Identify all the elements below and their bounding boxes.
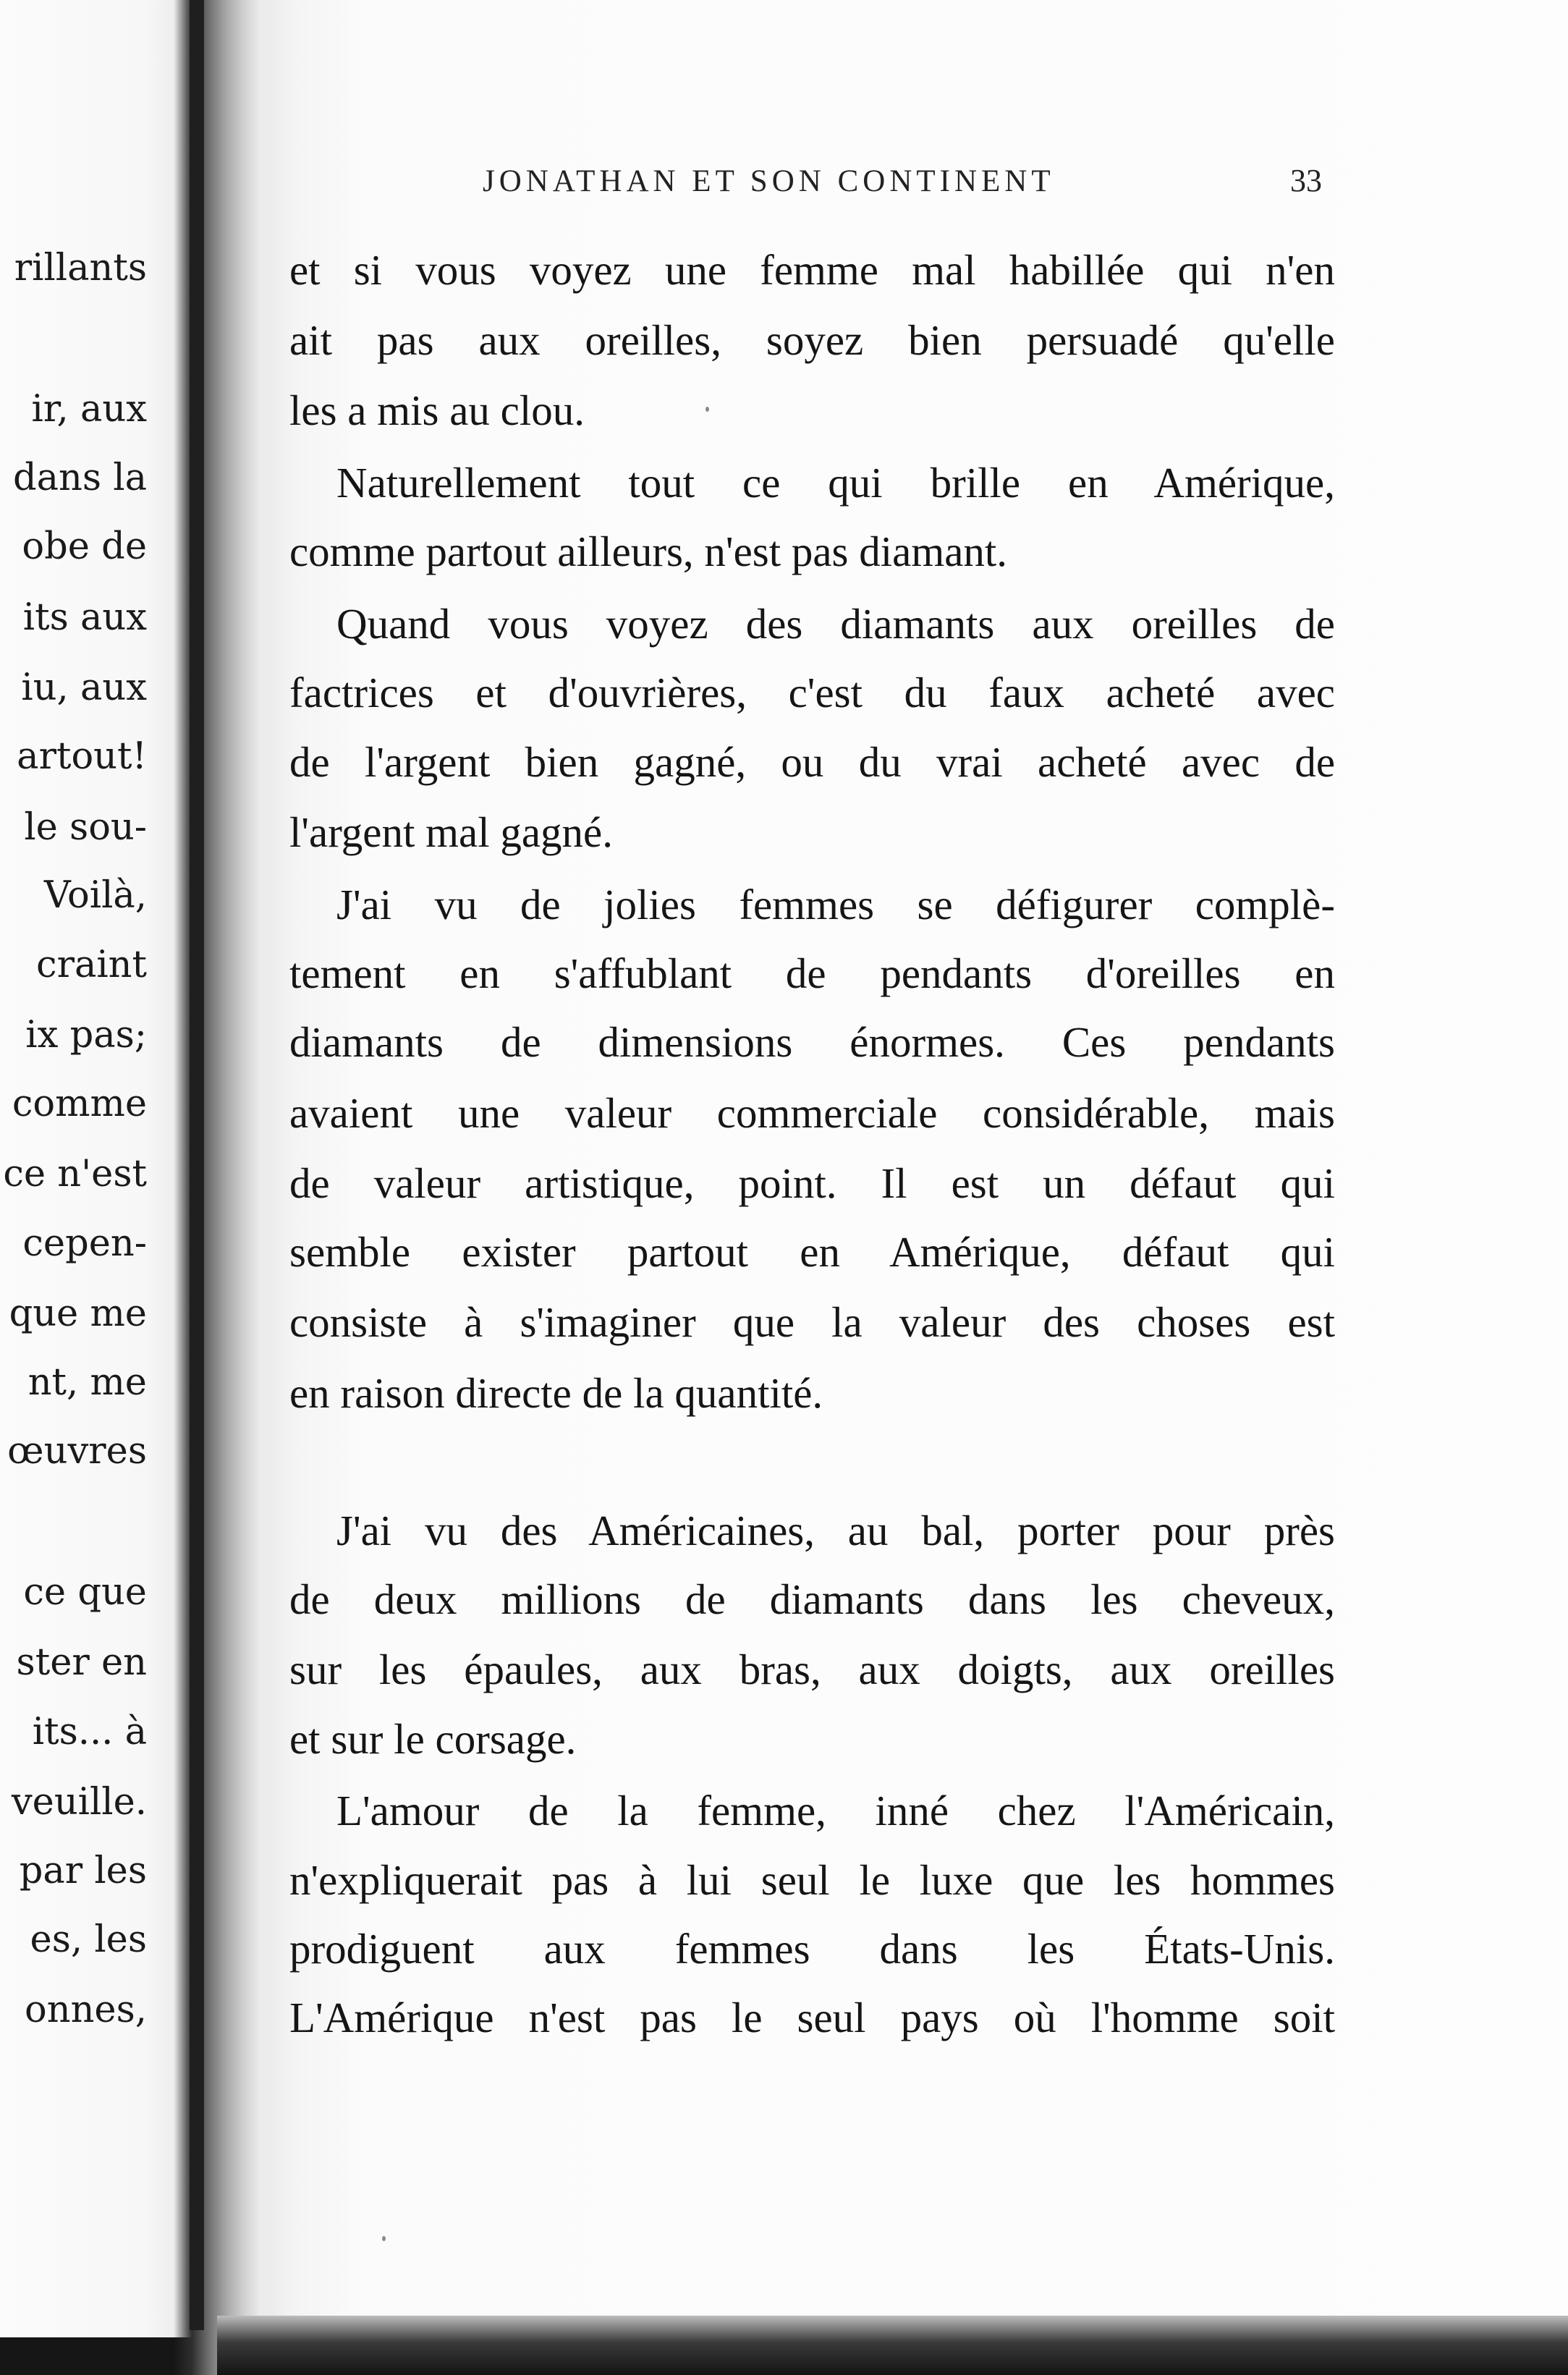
body-line: les a mis au clou. [289, 386, 585, 434]
body-line: en raison directe de la quantité. [289, 1369, 823, 1417]
left-page-line: nt, me [27, 1361, 147, 1404]
page-number: 33 [1290, 163, 1322, 198]
left-page-line: es, les [30, 1918, 147, 1961]
body-line: l'argent mal gagné. [289, 808, 613, 856]
body-line: ait pas aux oreilles, soyez bien persuadé qu'elle [289, 316, 1335, 364]
body-line: comme partout ailleurs, n'est pas diamant. [289, 528, 1008, 575]
body-line: avaient une valeur commerciale considérable, mais [289, 1089, 1335, 1137]
left-page-line: ix pas; [25, 1014, 147, 1057]
left-page-line: cepen- [22, 1222, 147, 1265]
body-line: Quand vous voyez des diamants aux oreilles de [336, 600, 1335, 648]
left-page-line: artout! [17, 735, 147, 778]
left-page-line: ster en [16, 1641, 147, 1684]
left-page-line: œuvres [7, 1430, 147, 1473]
left-page-line: iu, aux [21, 666, 147, 709]
body-line: L'amour de la femme, inné chez l'Américain, [336, 1787, 1335, 1834]
body-line: consiste à s'imaginer que la valeur des choses est [289, 1298, 1335, 1346]
body-line: Naturellement tout ce qui brille en Amérique, [336, 459, 1335, 507]
body-line: de l'argent bien gagné, ou du vrai acheté avec de [289, 738, 1335, 786]
left-page-line: ce que [23, 1571, 147, 1614]
left-page-line: onnes, [25, 1989, 147, 2031]
body-line: tement en s'affublant de pendants d'oreilles en [289, 949, 1335, 997]
left-page-line: its aux [22, 596, 147, 639]
page-bottom-shadow [217, 2316, 1568, 2375]
left-page-line: dans la [13, 457, 147, 499]
body-line: factrices et d'ouvrières, c'est du faux acheté avec [289, 669, 1335, 716]
print-speck [705, 407, 709, 412]
running-head: JONATHAN ET SON CONTINENT [483, 164, 1055, 198]
left-page-line: Voilà, [43, 874, 147, 917]
left-page-line: veuille. [11, 1781, 147, 1824]
body-line: semble exister partout en Amérique, défaut qui [289, 1228, 1335, 1276]
left-page-line: par les [19, 1850, 147, 1892]
print-speck [382, 2236, 386, 2241]
body-line: n'expliquerait pas à lui seul le luxe que les hommes [289, 1856, 1335, 1904]
body-line: de deux millions de diamants dans les cheveux, [289, 1575, 1335, 1623]
book-gutter-shadow [174, 0, 275, 2375]
body-line: diamants de dimensions énormes. Ces pendants [289, 1018, 1335, 1066]
left-page-line: ce n'est [3, 1153, 147, 1195]
left-page-line: its... à [32, 1711, 147, 1753]
body-line: L'Amérique n'est pas le seul pays où l'homme soit [289, 1994, 1335, 2041]
body-line: et sur le corsage. [289, 1715, 577, 1763]
book-binding-edge [190, 0, 204, 2330]
left-page-line: ir, aux [31, 388, 147, 431]
body-line: J'ai vu de jolies femmes se défigurer complè- [336, 881, 1335, 928]
body-line: J'ai vu des Américaines, au bal, porter pour près [336, 1507, 1335, 1554]
left-page-line: le sou- [24, 806, 147, 849]
left-page-line: comme [12, 1083, 147, 1125]
left-page-line: que me [9, 1292, 147, 1335]
body-line: prodiguent aux femmes dans les États-Unis. [289, 1925, 1335, 1973]
left-page-line: craint [36, 944, 147, 986]
body-line: et si vous voyez une femme mal habillée qui n'en [289, 246, 1335, 294]
left-page-line: obe de [22, 525, 147, 568]
body-line: de valeur artistique, point. Il est un défaut qui [289, 1159, 1335, 1207]
body-line: sur les épaules, aux bras, aux doigts, aux oreilles [289, 1646, 1335, 1693]
left-page-line: rillants [14, 247, 147, 289]
